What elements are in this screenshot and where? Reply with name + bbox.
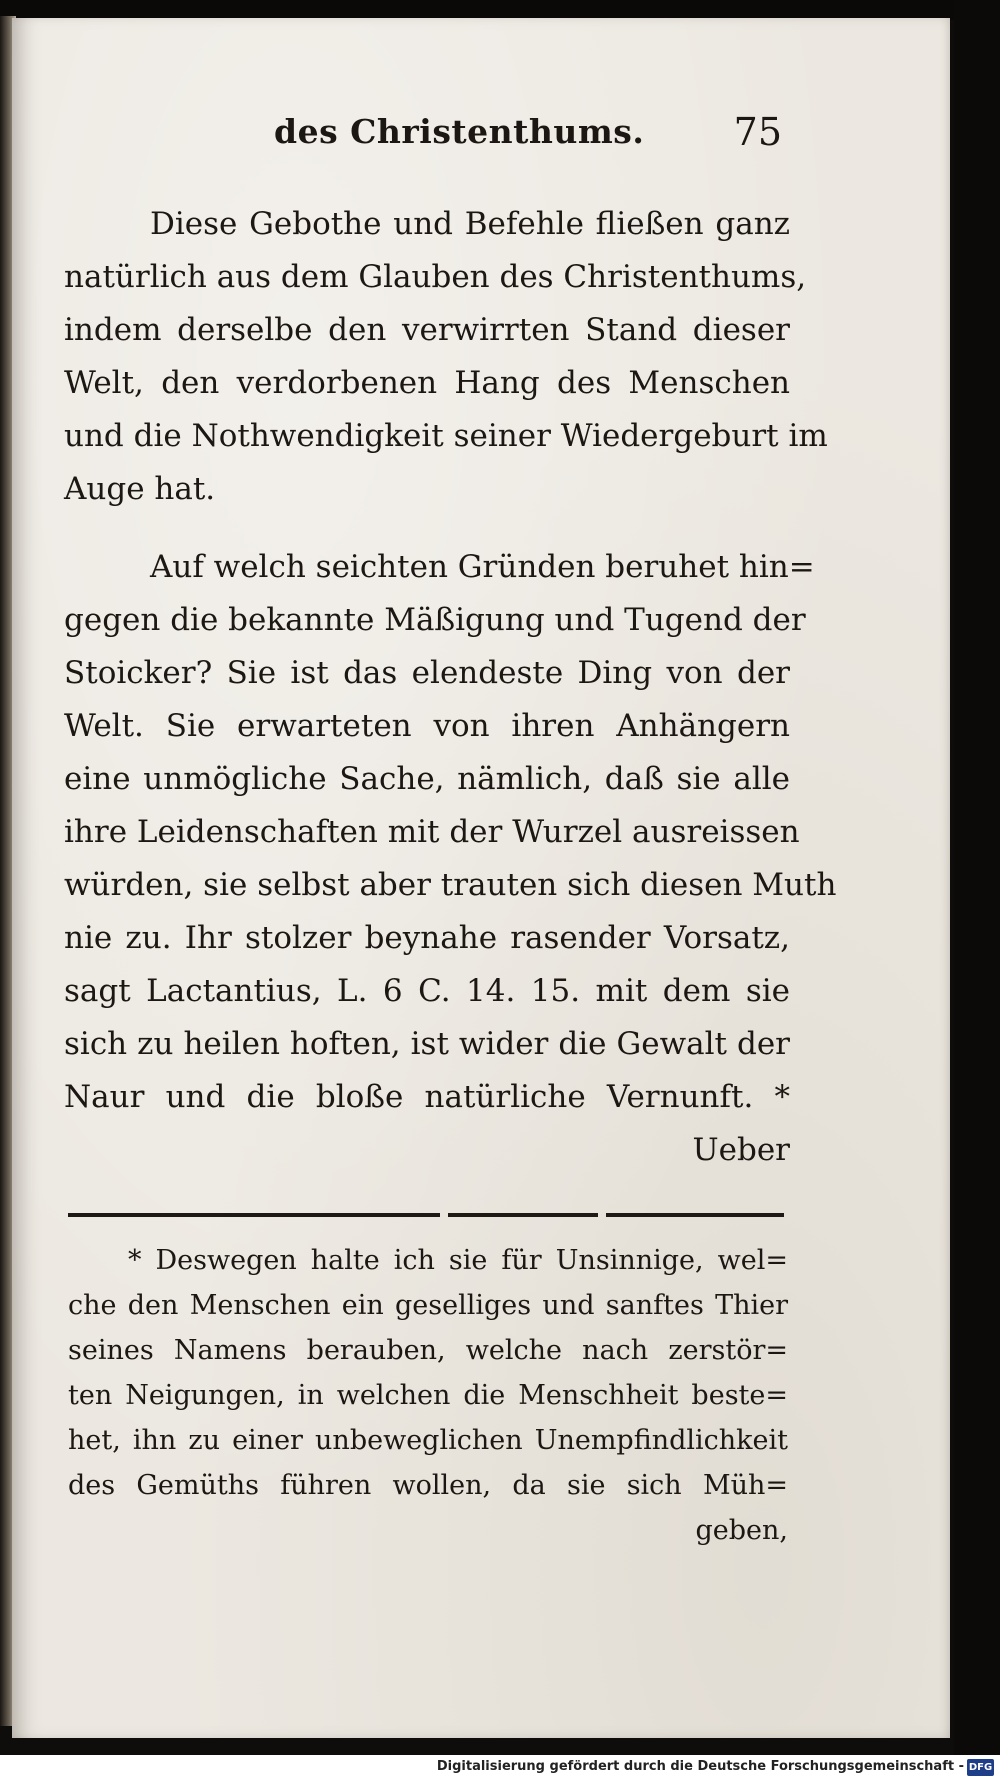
funding-credit: Digitalisierung gefördert durch die Deutsche Forschungsgemeinschaft -: [436, 1759, 964, 1774]
separator-segment: [68, 1213, 440, 1217]
text-line: nie zu. Ihr stolzer beynahe rasender Vorsatz,: [64, 920, 790, 956]
footnote-line: * Deswegen halte ich sie für Unsinnige, wel=: [128, 1245, 788, 1276]
footnote-separator: [68, 1213, 784, 1219]
text-line: und die Nothwendigkeit seiner Wiedergeburt im: [64, 418, 828, 454]
footnote-line: des Gemüths führen wollen, da sie sich Müh=: [68, 1470, 788, 1501]
book-page: [12, 18, 950, 1738]
footnote-line: che den Menschen ein geselliges und sanftes Thier: [68, 1290, 788, 1321]
text-line: Auf welch seichten Gründen beruhet hin=: [150, 549, 815, 585]
paragraph-gap: [64, 516, 790, 541]
page-header: [262, 112, 782, 162]
footnote-line: het, ihn zu einer unbeweglichen Unempfindlichkeit: [68, 1425, 788, 1456]
separator-segment: [606, 1213, 784, 1217]
text-line: natürlich aus dem Glauben des Christenthums,: [64, 259, 807, 295]
footnote: [68, 1238, 788, 1553]
text-line: Welt, den verdorbenen Hang des Menschen: [64, 365, 790, 401]
text-line: sagt Lactantius, L. 6 C. 14. 15. mit dem sie: [64, 973, 790, 1009]
catchword: Ueber: [692, 1132, 790, 1168]
page-number: 75: [733, 110, 782, 154]
text-line: Stoicker? Sie ist das elendeste Ding von der: [64, 655, 790, 691]
footnote-line: seines Namens berauben, welche nach zerstör=: [68, 1335, 788, 1366]
separator-segment: [448, 1213, 598, 1217]
text-line: Welt. Sie erwarteten von ihren Anhängern: [64, 708, 790, 744]
text-line: gegen die bekannte Mäßigung und Tugend der: [64, 602, 806, 638]
scan-top-border: [0, 0, 1000, 20]
footnote-line: ten Neigungen, in welchen die Menschheit beste=: [68, 1380, 788, 1411]
text-line: indem derselbe den verwirrten Stand dieser: [64, 312, 790, 348]
text-line: eine unmögliche Sache, nämlich, daß sie alle: [64, 761, 790, 797]
text-line: Diese Gebothe und Befehle fließen ganz: [150, 206, 790, 242]
text-line: Naur und die bloße natürliche Vernunft. *: [64, 1079, 790, 1115]
digitization-footer: [0, 1755, 1000, 1781]
main-text: [64, 198, 837, 1177]
text-line: ihre Leidenschaften mit der Wurzel ausreissen: [64, 814, 800, 850]
running-head: des Christenthums.: [274, 112, 645, 151]
text-line: Auge hat.: [64, 471, 216, 507]
dfg-logo-icon: DFG: [967, 1759, 994, 1776]
text-line: würden, sie selbst aber trauten sich diesen Muth: [64, 867, 837, 903]
footnote-catchword: geben,: [695, 1515, 788, 1546]
scan-right-border: [954, 0, 1000, 1781]
text-line: sich zu heilen hoften, ist wider die Gewalt der: [64, 1026, 790, 1062]
